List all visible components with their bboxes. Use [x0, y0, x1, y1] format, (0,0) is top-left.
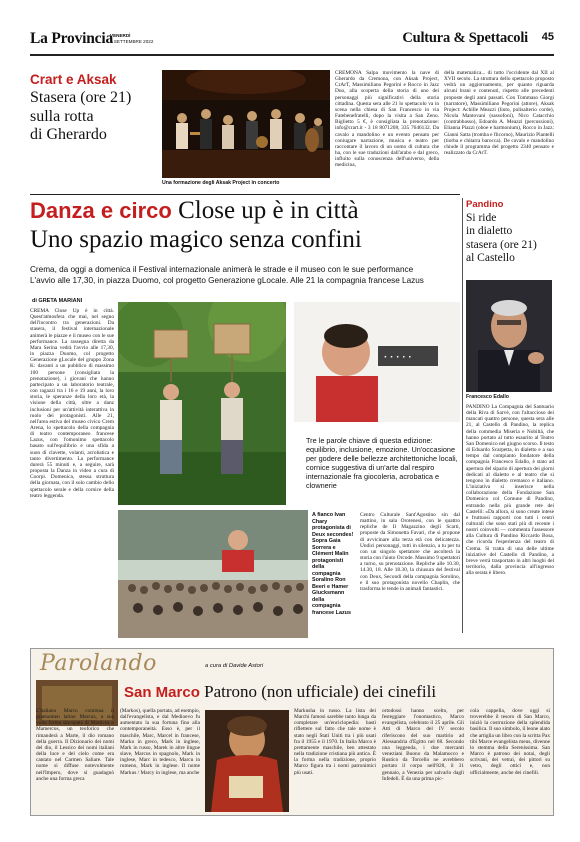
article-title-line: di Gherardo [30, 126, 107, 143]
article-body-column [382, 708, 464, 812]
article-subtitle [30, 264, 462, 286]
article-title-line: in dialetto [466, 225, 513, 238]
newspaper-logo: La Provincia [30, 30, 113, 47]
article-kicker: Crart e Aksak [30, 72, 117, 87]
article-body-text: cola cappella, dove oggi si troverebbe il tesoro di San Marco, iniziò la costruzione della splendida basilica. Il suo simbolo, il leone alato che artiglia un libro con la scritta Pax tibi Marce evangelista meus, divenne lo stemma della Serenissima. San Marco è patrono dei notai, degli scrivani, dei vetrai, dei pittori su vetro, degli ottici e, non ufficialmente, anche dei cinefili. [470, 708, 550, 776]
column-divider [462, 198, 463, 633]
article-title-line: sulla rotta [30, 107, 94, 125]
svg-text:· · · · ·: · · · · · [384, 352, 412, 363]
crowd-photo-image [118, 510, 308, 638]
article-body-column [120, 708, 200, 812]
page-number: 45 [541, 31, 554, 43]
article-body-column [360, 512, 460, 638]
article-body-text: CREMA Close Up è in città. Quest'atmosfera che mai, nel segno dell'incontro tra generazioni. Da stasera, il festival internazionale animerà le piazze e il museo con le sue performance. La rassegna diretta da Mara Serina vedrà l'avvio alle 17,30, in piazza Duomo, col progetto Generazione gLocale del gruppo Zona K: davanti a un pubblico di massimo 100 persone (consigliata la prenotazione), i giovani che hanno partecipato a un laboratorio teatrale, con ragazzi tra i 16 e 19 anni, la loro storia, le speranze della loro età, la visione della città, oltre a danz inclusioni per un'attività interattiva in ruolo dei protagonisti. Alle 21, nell'area estiva del museo civico Crem Arena, lo spettacolo della compagnia di teatro contemporaneo francese Lazus, con l'omonimo spettacolo basato sull'equilibrio e una sfida a suon di clavette, volanti, acrobatica e tanto divertimento. La performance durerà 55 minuti e, a seguire, sarà proposta la Danza in video a cura di Coorpi. Domenica, stessa struttura della giornata, con il solo cambio dello spettacolo serale e della cornice della teatro leggenda. [30, 308, 114, 499]
article-title [30, 89, 160, 145]
rubric-title: Parolando [40, 651, 157, 676]
rubric-headline [124, 682, 554, 702]
article-kicker: Pandino [466, 199, 504, 210]
article-title [466, 212, 558, 266]
section-divider [30, 194, 460, 195]
masthead-rule [30, 54, 554, 56]
article-label: Danza e circo [30, 198, 172, 223]
article-body-text: della matematica... di tutto l'occidente dal XII al XVII secolo. La struttura dello spettacolo proposto vedrà un aggiornamento, per quanto riguarda alcuni brani e contenuti, rispetto alle precedenti proposte degli anni passati. Con Tommaso Giorgi (narratore), Massimiliano Pegorini (attore), Aksak Project: Achille Meazzi (liuto, polisalterio corde), Nicola Mantovani (sassofoni), Nico Catacchio (contrabbasso), Edoardo A. Meazzi (percussioni), Elianna Piazzi (oboe e harmonium), Rocco in Jazz: Gianni Satta (tromba e flicorno), Maurizio Piantelli (tiorba e chitarra barocca). De cavalo e mandolino chiude il programma del progetto 2340 pensato e realizzato da CrArT. [444, 70, 554, 157]
article-title-line: Stasera (ore 21) [30, 89, 132, 106]
crowd-photo [118, 510, 308, 638]
headline-line-2: Uno spazio magico senza confini [30, 226, 362, 253]
article-body-text: L'italiano Marco continua il praenomen latino Marcus, a sua volta forma sincopata di Marticus o Mamercos, un teoforico che rimanderà a Marte, il dio romano della guerra. Il Dizionario dei nomi del dio, il Lessico dei nomi italiani della luce e del cielo come era cantato nel Carmen Saliare. Tale nome si diffuse notevolmente nell'Impero, dove si guadagnò anche una forma greca [36, 708, 114, 782]
article-body-column [470, 708, 550, 812]
article-body-column [294, 708, 376, 812]
article-body-text: PANDINO La Compagnia del Santuario della Riva di Sarvè, con l'altaccioso dei mancati quattro persone, questa sera alle 21, al Castello di Pandino, la replica della commedia Miseria e Nobiltà, che hanno portato al tutto esaurito al Teatro San Domenico nel giugno scorso. Il testo di Eduardo Scarpetta, in dialetto e a suo tempo dal compianto fondatore della compagnia Francesco Edallo, è stato ad apertura del sipario di apertura dei giorni dedicati al dialetto e al teatro che si tengono in dialetto cremasco e italiano. L'iniziativa si inserisce nella collaborazione della Fondazione San Domenico col Comune di Pandino, entrando nella più grande rete dei Castelli: «Da allora, si sono create intese e fruttuosi rapporti con tutti i centri culturali che sono stati più di recente i nostri coinvolti — commenta l'assessore alla Cultura di Pandino Riccardo Bosa, che ricorda l'esperienza del teatro di Crema. Si tratta di una delle ultime iniziative del Castello di Pandino, a breve verrà trasportato in altri luoghi del territorio, dalla provincia all'ingresso alla serata è libero. [466, 404, 554, 577]
issue-day: VENERDÌ [110, 33, 131, 38]
concert-photo [162, 70, 330, 178]
article-title-line: Si ride [466, 212, 497, 224]
photo-caption: Una formazione degli Aksak Project in concerto [162, 180, 280, 186]
article-body-column [30, 308, 114, 638]
portrait-photo [466, 280, 552, 392]
article-body-text: CREMONA Salpa movimento la nave di Gherardo da Cremona, con Aksak Project, CrArT, Massimiliano Pegorini e Rocco in Jazz Duo, alla scoperta della storia di uno dei personaggi più significativi della storia cittadina. Questa sera alle 21 lo spettacolo va in scena nella chiesa di San Francesco in via Fatebenefratelli, dopo la visita a San Zeno. Biglietto 5 €, è consigliata la prenotazione: info@crart.it - 3 18 8071208, 335 7646132. Da cavalo a mandolino e un evento pensato per coniugare narrazione, musica e teatro per raccontare il lavoro di un uomo di cultura che ha, con le sue traduzioni dall'arabo e dal greco, influito sulla conoscenza dell'universo, della medicina, [335, 70, 439, 169]
article-title-line: stasera (ore 21) [466, 238, 537, 251]
evangelist-painting [205, 710, 289, 812]
article-body-text: (Markos), quella portata, ad esempio, dall'evangelista, e dal Medioevo fu aumentato la sua fortuna fino alla contemporaneità. Esso è, per il maschile, Marc, Marcel in francese, Marko in greco, Mark in inglese, Mark in russo, Marek in altre lingue slave, Marcus in spagnolo, Mark in inglese, Marc in tedesco, Marcu in rumeno, Mark in inglese. Il nome Markus / Marcy in inglese, ma anche [120, 708, 200, 776]
article-body-text: Centro Culturale Sant'Agostino sin dal mattino, in sala Orotenesi, con le quattro repliche de Il Magazzino degli Scarti, proposte da Simonetta Favari, che si propone di avvicinare alla terza età con delicatezza. Undici personaggi, tutti in silenzio, a tu per tu con un singolo spettatore che ascolterà la storia con l'aiuto Orcode. Massimo 9 spettatori a turno, su prenotazione. Repliche alle 10.30, 14.30, 18. Alle 18.30, la chiusura del festival con Deux, Secondi della compagnia Sorolino, e il suo protagonista novello Chaplin, che trasforma le tende in animali fantastici. [360, 512, 460, 592]
portrait-photo-image [466, 280, 552, 392]
article-body-column [444, 70, 554, 186]
rubric-label: San Marco [124, 684, 200, 701]
article-body-column [466, 404, 554, 638]
pull-quote: Tre le parole chiave di questa edizione: equilibrio, inclusione, emozione. Un'occasione per godere delle bellezze architettoniche locali, cornice suggestiva di un'arte dal respiro internazionale fra giocoleria, acrobatica e clownerie [306, 436, 458, 490]
subtitle-line: L'avvio alle 17,30, in piazza Duomo, col progetto Generazione gLocale. Alle 21 la compagnia francese Lazus [30, 276, 424, 285]
performers-photo [118, 302, 286, 505]
headline-text: Close up è in città [178, 197, 359, 224]
article-title-line: al Castello [466, 252, 515, 265]
article-headline [30, 196, 460, 254]
rubric-headline-text: Patrono (non ufficiale) dei cinefili [204, 682, 437, 701]
article-body-column [36, 708, 114, 812]
photo-caption: Francesco Edallo [466, 394, 509, 400]
rubric-curator: a cura di Davide Astori [205, 663, 264, 669]
byline: di GRETA MARIANI [32, 298, 83, 304]
photo-caption: A fianco Ivan Chary protagonista di Deux secondes! Sopra Gaia Sorrera e Clément Malin protagonisti della compagnia Soralino Ron Beeri e Hamer Glucksmann della compagnia francese Lazus [312, 512, 354, 616]
subtitle-line: Crema, da oggi a domenica il Festival internazionale animerà le strade e il museo con le sue performance [30, 265, 414, 274]
evangelist-painting-image [205, 710, 289, 812]
section-name: Cultura & Spettacoli [402, 30, 528, 46]
masthead [30, 26, 554, 54]
article-body-column [335, 70, 439, 186]
performers-photo-image [118, 302, 286, 505]
issue-date: 9 SETTEMBRE 2022 [110, 39, 154, 44]
concert-photo-image [162, 70, 330, 178]
actor-photo-image [294, 302, 460, 422]
article-body-text: ortodossi hanno scelto, per festeggiare l'onomastico, Marco evangelista, celebrato il 25 aprile. Gli Atti di Marco del IV secolo riferiscono del suo martirio ad Alessandria d'Egitto nel 68. Secondo una leggenda, i due mercanti veneziani Buono da Malamocco e Rustico da Torcello ne avrebbero portato il corpo nell'828, il 31 gennaio, a Venezia per salvarlo dagli Infedeli. È da una prima pic- [382, 708, 464, 782]
actor-photo [294, 302, 460, 422]
article-body-text: Markusha in russo. La lista dei Marchi famosi sarebbe tanto lunga da completare un'enciclopedia: basti riflettere sul fatto che tale nome è stato negli Stati Uniti tra i più usati fra il 1955 e il 1970. In Italia Marco è prettamente maschile, ben attestato nella tradizione cristiana più antica. È la forma nella tradizione, proprio Marco figura tra i nomi patronimici più usati. [294, 708, 376, 776]
headline-line-1 [30, 196, 460, 225]
